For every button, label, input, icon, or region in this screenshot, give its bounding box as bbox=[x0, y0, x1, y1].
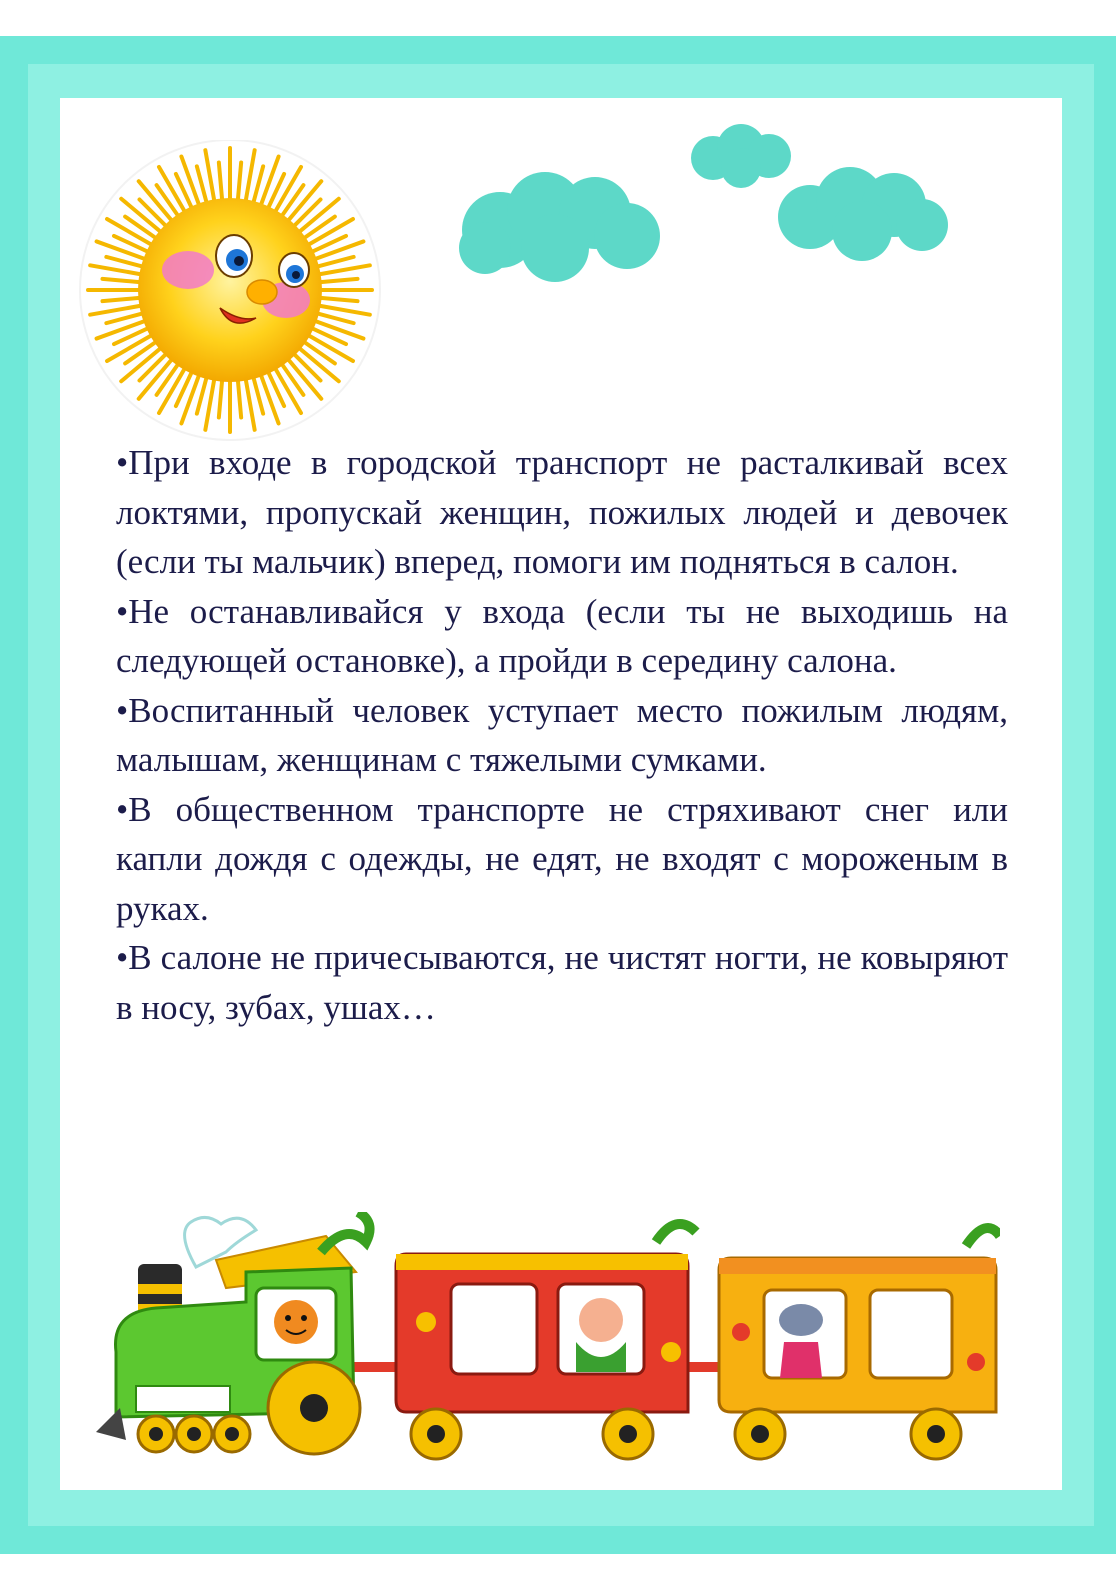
cloud-icon bbox=[455, 168, 665, 283]
sun-icon bbox=[70, 140, 390, 450]
rule-item: •Не останавливайся у входа (если ты не выходишь на следующей остановке), а пройди в середину салона. bbox=[116, 591, 1008, 680]
rule-item: •В салоне не причесываются, не чистят ногти, не ковыряют в носу, зубах, ушах… bbox=[116, 938, 1008, 1027]
rule-item: •При входе в городской транспорт не расталкивай всех локтями, пропускай женщин, пожилых людей и девочек (если ты мальчик) вперед, помоги им подняться в салон. bbox=[116, 443, 1008, 581]
train-icon bbox=[96, 1212, 1000, 1474]
rule-item: •В общественном транспорте не стряхивают снег или капли дождя с одежды, не едят, не входят с мороженым в руках. bbox=[116, 789, 1008, 928]
rule-item: •Воспитанный человек уступает место пожилым людям, малышам, женщинам с тяжелыми сумками. bbox=[116, 690, 1008, 779]
transport-rules-list bbox=[116, 438, 1008, 1032]
cloud-icon bbox=[772, 165, 952, 265]
